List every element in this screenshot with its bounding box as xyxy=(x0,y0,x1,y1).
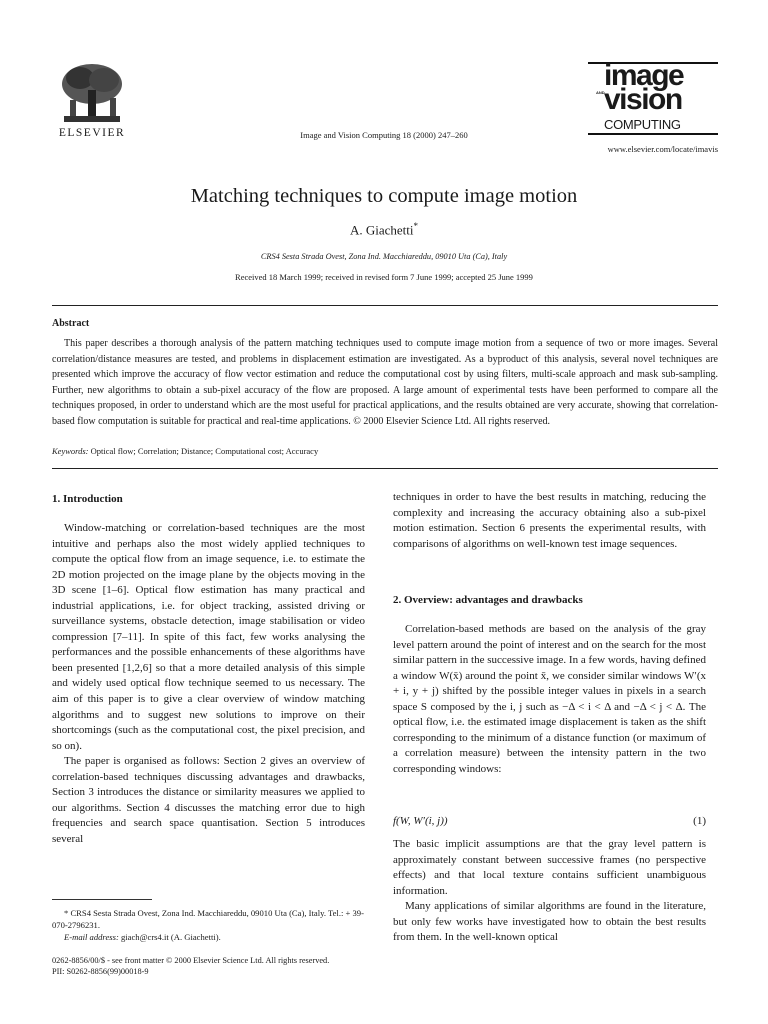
journal-logo-computing: COMPUTING xyxy=(604,117,681,132)
footnote-email-line xyxy=(52,931,365,943)
journal-reference: Image and Vision Computing 18 (2000) 247–260 xyxy=(300,130,468,140)
section-2-body xyxy=(393,622,706,777)
pii-line: PII: S0262-8856(99)00018-9 xyxy=(52,967,149,976)
paper-title: Matching techniques to compute image motion xyxy=(190,185,578,207)
author-name: A. Giachetti xyxy=(349,222,414,238)
divider-top xyxy=(52,305,718,306)
keywords-text: Optical flow; Correlation; Distance; Computational cost; Accuracy xyxy=(90,446,319,456)
keywords-label: Keywords: xyxy=(52,446,89,456)
section-1-heading: 1. Introduction xyxy=(52,493,123,505)
abstract-text: This paper describes a thorough analysis of the pattern matching techniques used to compute image motion from a sequence of two or more images. Several correlation/distance measures are tested, and problems in displacement estimation are investigated. As a byproduct of this analysis, several novel techniques are presented which improve the accuracy of flow vector estimation and reduce the computational cost by using filters, multi-scale approach and mask sub-sampling. Further, new algorithms to obtain a sub-pixel accuracy of the flow are proposed. A large amount of experimental tests have been performed to compare all the techniques proposed, in order to understand which are the most useful for practical applications, and the results obtained are very accurate, showing that correlation-based flow computation is suitable for practical and real-time applications. © 2000 Elsevier Science Ltd. All rights reserved. xyxy=(52,338,718,427)
author-footnote-mark: * xyxy=(413,221,419,231)
journal-logo-image: image xyxy=(604,59,684,92)
keywords xyxy=(52,446,718,456)
equation-1-number: (1) xyxy=(693,815,706,827)
section-1-paragraph-2: The paper is organised as follows: Section 2 gives an overview of correlation-based techniques discussing advantages and drawbacks, Section 3 introduces the distance or similarity measures we applied to our algorithms. Section 4 discusses the matching error due to high frequencies and search space quantisation. Section 5 introduces several xyxy=(52,755,365,845)
journal-url: www.elsevier.com/locate/imavis xyxy=(607,144,718,154)
abstract-heading: Abstract xyxy=(52,318,90,329)
footnote-email[interactable]: giach@crs4.it (A. Giachetti). xyxy=(120,932,221,942)
front-matter-line: 0262-8856/00/$ - see front matter © 2000 Elsevier Science Ltd. All rights reserved. xyxy=(52,956,330,965)
section-2-body-cont xyxy=(393,837,706,946)
footnote-rule xyxy=(52,899,152,900)
footnote xyxy=(52,907,365,943)
footnote-address: * CRS4 Sesta Strada Ovest, Zona Ind. Macchiareddu, 09010 Uta (Ca), Italy. Tel.: + 39-070-2796231. xyxy=(52,908,364,930)
elsevier-tree-logo xyxy=(52,60,132,124)
section-1-paragraph-1: Window-matching or correlation-based techniques are the most intuitive and perhaps also the most widely applied techniques to compute the optical flow from an image sequence, i.e. to estimate the 2D motion projected on the image plane by the objects moving in the 3D scene [1–6]. Optical flow estimation has many practical and industrial applications, i.e. for object tracking, assisted driving or surveillance systems, obstacle detection, image stabilisation or video compression [7–11]. In spite of this fact, few works analysing the performances and the possible enhancements of these algorithms have been presented [1,2,6] so that a more detailed analysis of this simple and widely used optical flow technique seemed to us necessary. The aim of this paper is to give a clear overview of window matching algorithms and to suggest new solutions to improve on their shortcomings (such as the computational cost, the pixel precision, and so on). xyxy=(52,522,365,752)
affiliation: CRS4 Sesta Strada Ovest, Zona Ind. Macchiareddu, 09010 Uta (Ca), Italy xyxy=(260,252,508,261)
footnote-email-label: E-mail address: xyxy=(64,932,119,942)
journal-logo-rule-bottom xyxy=(588,133,718,135)
author-line xyxy=(0,221,768,238)
publisher-name: ELSEVIER xyxy=(58,127,126,139)
copyright-footer xyxy=(52,955,502,977)
received-dates: Received 18 March 1999; received in revised form 7 June 1999; accepted 25 June 1999 xyxy=(235,272,533,282)
section-1-continuation xyxy=(393,490,706,552)
divider-bottom xyxy=(52,468,718,469)
equation-1: f(W, W′(i, j)) xyxy=(393,815,448,827)
journal-logo-vision: vision xyxy=(604,83,682,116)
journal-logo-and: AND xyxy=(596,90,605,95)
section-1-continuation-text: techniques in order to have the best results in matching, reducing the complexity and increasing the accuracy obtaining also a sub-pixel motion estimation. Section 6 presents the experimental results, with comparisons of algorithms on well-known test image sequences. xyxy=(393,491,706,550)
section-2-paragraph-1: Correlation-based methods are based on the analysis of the gray level pattern around the point of interest and on the search for the most similar pattern in the successive image. In a few words, having defined a window W(x̄) around the point x̄, we consider similar windows W′(x + i, y + j) shifted by the possible integer values in pixels in a search space S composed by the i, j such as −Δ < i < Δ and −Δ < j < Δ. The optical flow, i.e. the estimated image displacement is taken as the shift corresponding to the minimum of a distance function (or maximum of a correlation measure) between the intensity pattern in the two corresponding windows: xyxy=(393,623,706,775)
section-2-paragraph-2: The basic implicit assumptions are that the gray level pattern is approximately constant between successive frames (no perspective effects) and that local texture contains sufficient unambiguous information. xyxy=(393,838,706,897)
section-2-paragraph-3: Many applications of similar algorithms are found in the literature, but only few works have investigated how to obtain the best results from them. In the well-known optical xyxy=(393,900,706,944)
section-1-body xyxy=(52,521,365,847)
section-2-heading: 2. Overview: advantages and drawbacks xyxy=(393,594,583,606)
